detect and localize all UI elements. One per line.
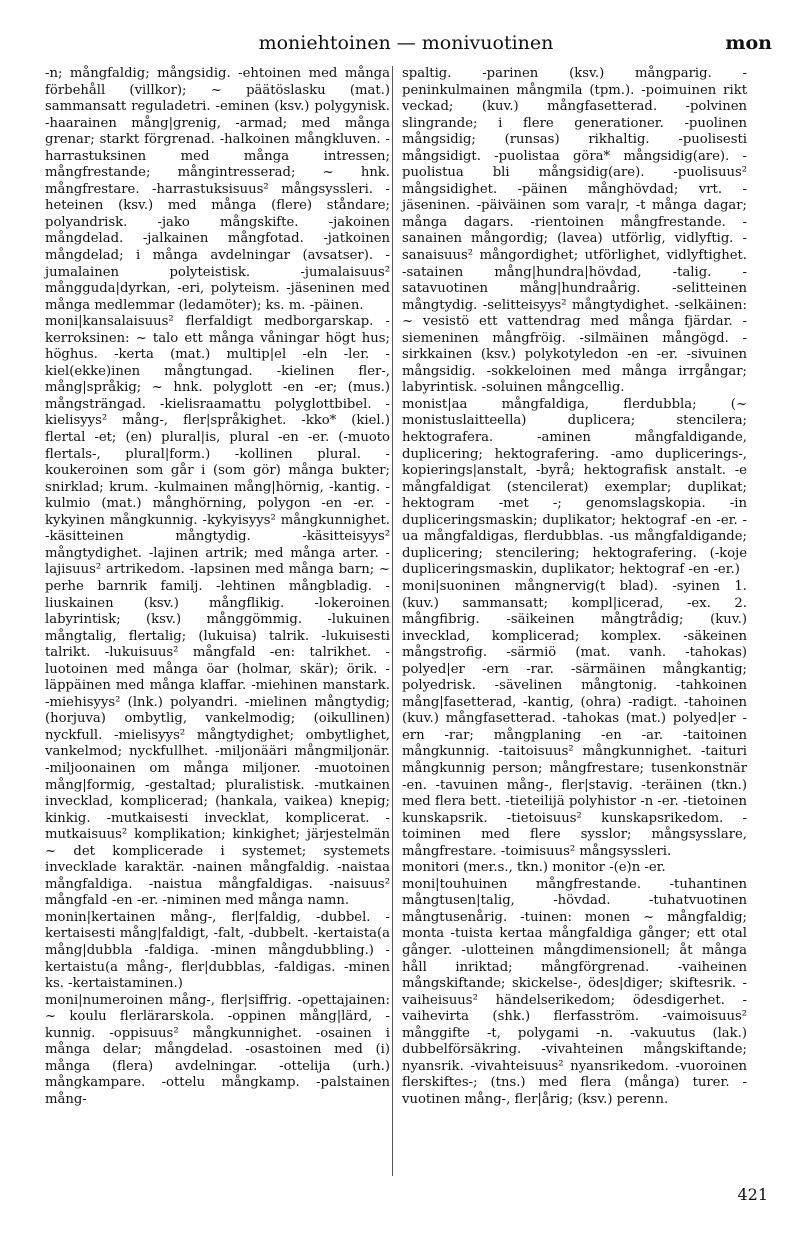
dictionary-entry: monist|aa mångfaldiga, flerdubbla; (~ monistuslaitteella) duplicera; stencilera; hektografera. -aminen mångfaldigande, duplicering; hektografering. -amo duplicerings-, kopierings|anstalt, -byrå; hektografisk anstalt. -e mångfaldigat (stencilerat) exemplar; duplikat; hektogram -met -; genomslagskopia. -in dupliceringsmaskin; duplikator; hektograf -en -er. -ua mångfaldigas, flerdubblas. -us mångfaldigande; duplicering; stencilering; hektografering. (-koje dupliceringsmaskin, duplikator; hektograf -en -er.) [402, 396, 747, 578]
running-head: moniehtoinen — monivuotinen [258, 32, 554, 54]
column-divider [392, 66, 393, 1176]
dictionary-entry: moni|suoninen mångnervig(t blad). -syinen 1. (kuv.) sammansatt; kompl|icerad, -ex. 2. mångfibrig. -säikeinen mångtrådig; (kuv.) invecklad, komplicerad; komplex. -säkeinen mångstrofig. -särmiö (mat. vanh. -tahokas) polyed|er -ern -rar. -särmäinen mångkantig; polyedrisk. -sävelinen mångtonig. -tahkoinen mång|fasetterad, -kantig, (ohra) -radigt. -tahoinen (kuv.) mångfasetterad. -tahokas (mat.) polyed|er -ern -rar; mångplaning -en -ar. -taitoinen mångkunnig. -taitoisuus² mångkunnighet. -taituri mångkunnig person; mångfrestare; tusenkonstnär -en. -tavuinen mång-, fler|stavig. -teräinen (tkn.) med flera bett. -tieteilijä polyhistor -n -er. -tietoinen kunskapsrik. -tietoisuus² kunskapsrikedom. -toiminen med flere sysslor; mångsysslare, mångfrestare. -toimisuus² mångsyssleri. [402, 578, 747, 859]
dictionary-entry: spaltig. -parinen (ksv.) mångparig. -peninkulmainen mångmila (tpm.). -poimuinen rikt veckad; (kuv.) mångfasetterad. -polvinen slingrande; i flere generationer. -puolinen mångsidig; (runsas) rikhaltig. -puolisesti mångsidigt. -puolistaa göra* mångsidig(are). -puolistua bli mångsidig(are). -puolisuus² mångsidighet. -päinen månghövdad; vrt. -jäseninen. -päiväinen som vara|r, -t många dagar; många dagars. -rientoinen mångfrestande. -sanainen mångordig; (lavea) utförlig, vidlyftig. -sanaisuus² mångordighet; utförlighet, vidlyftighet. -satainen mång|hundra|hövdad, -talig. -satavuotinen mång|hundraårig. -selitteinen mångtydig. -selitteisyys² mångtydighet. -selkäinen: ~ vesistö ett vattendrag med många fjärdar. -siemeninen mångfröig. -silmäinen mångögd. -sirkkainen (ksv.) polykotyledon -en -er. -sivuinen mångsidig. -sokkeloinen med många irrgångar; labyrintisk. -soluinen mångcellig. [402, 66, 747, 396]
left-column [45, 66, 390, 1108]
dictionary-entry: moni|kansalaisuus² flerfaldigt medborgarskap. -kerroksinen: ~ talo ett många våningar högt hus; höghus. -kerta (mat.) multip|el -eln -ler. -kiel(ekke)inen mångtungad. -kielinen fler-, mång|språkig; ~ hnk. polyglott -en -er; (mus.) mångsträngad. -kielisraamattu polyglottbibel. -kielisyys² mång-, fler|språkighet. -kko* (kiel.) flertal -et; (en) plural|is, plural -en -er. (-muoto flertals-, plural|form.) -kollinen plural. -koukeroinen som går i (som gör) många bukter; snirklad; krum. -kulmainen mång|hörnig, -kantig. -kulmio (mat.) månghörning, polygon -en -er. -kykyinen mångkunnig. -kykyisyys² mångkunnighet. -käsitteinen mångtydig. -käsitteisyys² mångtydighet. -lajinen artrik; med många arter. -lajisuus² artrikedom. -lapsinen med många barn; ~ perhe barnrik familj. -lehtinen mångbladig. -liuskainen (ksv.) mångflikig. -lokeroinen labyrintisk; (ksv.) månggömmig. -lukuinen mångtalig, flertalig; (lukuisa) talrik. -lukuisesti talrikt. -lukuisuus² mångfald -en: talrikhet. -luotoinen med många öar (holmar, skär); örik. -läppäinen med många klaffar. -miehinen manstark. -miehisyys² (lnk.) polyandri. -mielinen mångtydig; (horjuva) ombytlig, vankelmodig; (oikullinen) nyckfull. -mielisyys² mångtydighet; ombytlighet, vankelmod; nyckfullhet. -miljonääri mångmiljonär. -miljoonainen om många miljoner. -muotoinen mång|formig, -gestaltad; pluralistisk. -mutkainen invecklad, komplicerad; (hankala, vaikea) knepig; kinkig. -mutkaisesti invecklat, komplicerat. -mutkaisuus² komplikation; kinkighet; järjestelmän ~ det komplicerade i systemet; systemets invecklade karaktär. -nainen mångfaldig. -naistaa mångfaldiga. -naistua mångfaldigas. -naisuus² mångfald -en -er. -niminen med många namn. [45, 314, 390, 909]
right-column [402, 66, 747, 1108]
guide-word: mon [725, 32, 772, 54]
dictionary-entry: monitori (mer.s., tkn.) monitor -(e)n -er. [402, 860, 666, 876]
page-number: 421 [737, 1185, 768, 1204]
dictionary-entry: moni|touhuinen mångfrestande. -tuhantinen mångtusen|talig, -hövdad. -tuhatvuotinen mångtusenårig. -tuinen: monen ~ mångfaldig; monta -tuista kertaa mångfaldiga gånger; ett otal gånger. -ulotteinen mångdimensionell; åt många håll inriktad; mångförgrenad. -vaiheinen mångskiftande; skickelse-, ödes|diger; skiftesrik. -vaiheisuus² händelserikedom; ödesdigerhet. -vaihevirta (shk.) flerfasström. -vaimoisuus² månggifte -t, polygami -n. -vakuutus (lak.) dubbelförsäkring. -vivahteinen mångskiftande; nyansrik. -vivahteisuus² nyansrikedom. -vuoroinen flerskiftes-; (tns.) med flera (många) turer. -vuotinen mång-, fler|årig; (ksv.) perenn. [402, 876, 747, 1107]
page-header [40, 30, 772, 58]
dictionary-entry: moni|numeroinen mång-, fler|siffrig. -opettajainen: ~ koulu flerlärarskola. -oppinen mång|lärd, -kunnig. -oppisuus² mångkunnighet. -osainen i många delar; mångdelad. -osastoinen med (i) många (flera) avdelningar. -ottelija (urh.) mångkampare. -ottelu mångkamp. -palstainen mång- [45, 992, 390, 1107]
dictionary-entry: -n; mångfaldig; mångsidig. -ehtoinen med många förbehåll (villkor); ~ päätöslasku (mat.) sammansatt reguladetri. -eminen (ksv.) polygynisk. -haarainen mång|grenig, -armad; med många grenar; starkt förgrenad. -halkoinen mångkluven. -harrastuksinen med många intressen; mångfrestande; mångintresserad; ~ hnk. mångfrestare. -harrastuksisuus² mångsyssleri. -heteinen (ksv.) med många (flere) ståndare; polyandrisk. -jako mångskifte. -jakoinen mångdelad. -jalkainen mångfotad. -jatkoinen mångdelad; i många avdelningar (avsatser). -jumalainen polyteistisk. -jumalaisuus² mångguda|dyrkan, -eri, polyteism. -jäseninen med många medlemmar (ledamöter); ks. m. -päinen. [45, 66, 390, 313]
dictionary-entry: monin|kertainen mång-, fler|faldig, -dubbel. -kertaisesti mång|faldigt, -falt, -dubbelt. -kertaista(a mång|dubbla -faldiga. -minen mångdubbling.) -kertaistu(a mång-, fler|dubblas, -faldigas. -minen ks. -kertaistaminen.) [45, 909, 390, 992]
